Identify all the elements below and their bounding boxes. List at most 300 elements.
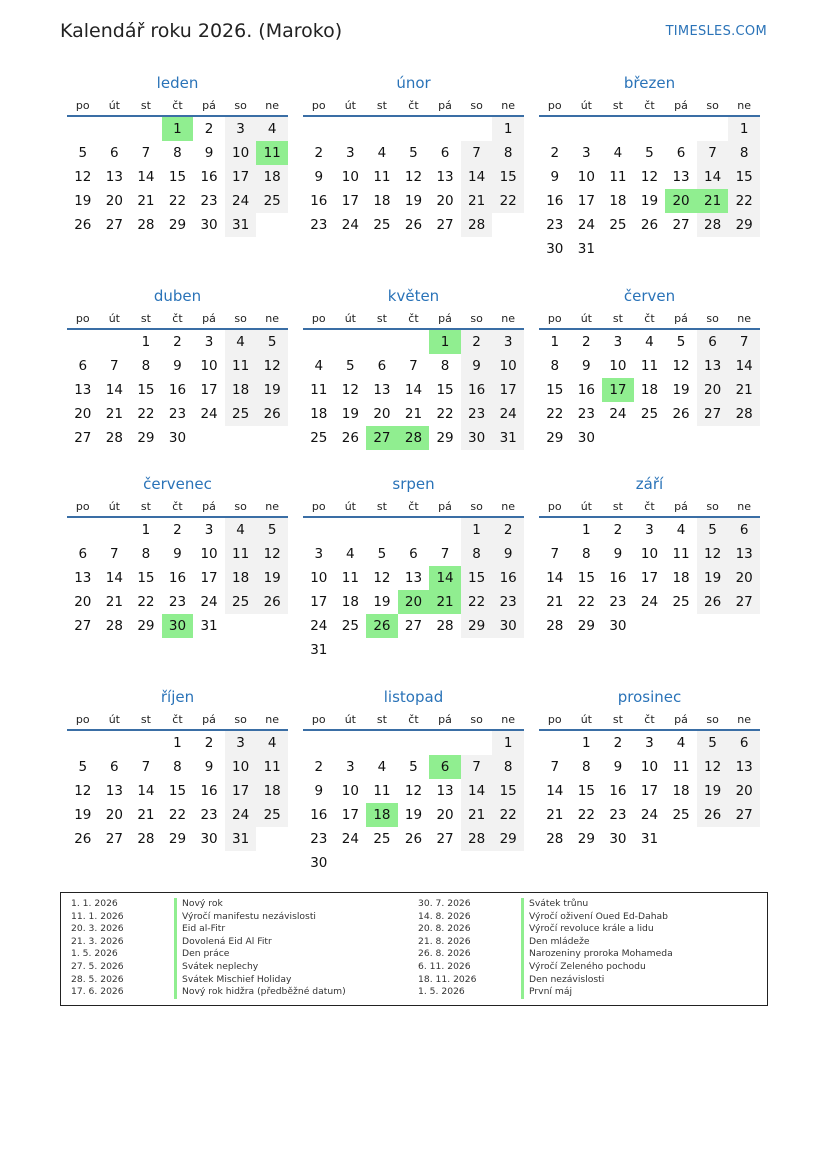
weekday-label: čt (408, 500, 419, 513)
day: 28 (105, 618, 123, 634)
day: 30 (310, 855, 328, 871)
weekday-label: st (376, 99, 387, 112)
day: 14 (105, 382, 123, 398)
weekday-label: po (311, 99, 326, 112)
weekday-label: út (344, 713, 356, 726)
weekday-label: so (234, 713, 247, 726)
weekday-label: ne (501, 713, 516, 726)
weekday-label: st (140, 99, 151, 112)
weekday-label: ne (501, 500, 516, 513)
day: 6 (110, 145, 119, 161)
weekend-day: 7 (697, 141, 729, 165)
day: 17 (577, 193, 595, 209)
day: 6 (78, 358, 88, 374)
legend-date: 14. 8. 2026 (418, 910, 471, 922)
day: 25 (672, 594, 690, 610)
day: 18 (373, 193, 391, 209)
day: 30 (609, 618, 627, 634)
empty-cell (398, 518, 430, 542)
weekend-day: 24 (225, 189, 257, 213)
empty-cell (602, 117, 634, 141)
day: 25 (672, 807, 690, 823)
weekday-label: pá (438, 99, 452, 112)
day: 23 (609, 594, 627, 610)
legend-holiday-name: Výročí Zeleného pochodu (521, 961, 646, 974)
day: 4 (613, 145, 623, 161)
legend-holiday-name: Nový rok hidžra (předběžné datum) (174, 986, 346, 999)
day: 3 (582, 145, 591, 161)
empty-cell (429, 117, 461, 141)
weekend-day: 29 (492, 827, 524, 851)
day: 10 (577, 169, 595, 185)
holiday-day: 1 (429, 330, 461, 354)
empty-cell (130, 117, 162, 141)
legend-holiday-name: Výročí revoluce krále a lidu (521, 923, 654, 936)
month-3 (539, 71, 760, 261)
empty-cell (67, 518, 99, 542)
weekday-label: st (140, 312, 151, 325)
day: 16 (200, 169, 218, 185)
day: 14 (105, 570, 123, 586)
weekday-label: ne (737, 99, 752, 112)
weekday-label: čt (644, 500, 655, 513)
day: 30 (168, 430, 187, 446)
day-grid (67, 731, 288, 851)
weekend-day: 31 (225, 827, 257, 851)
day-grid (303, 518, 524, 662)
day: 11 (373, 169, 391, 185)
weekend-day: 18 (256, 779, 288, 803)
weekend-day: 26 (697, 590, 729, 614)
day: 22 (546, 406, 564, 422)
legend-item (408, 936, 673, 949)
day: 23 (200, 807, 218, 823)
day: 29 (546, 430, 564, 446)
weekend-day: 9 (492, 542, 524, 566)
legend-date: 21. 8. 2026 (418, 935, 471, 947)
weekend-day: 3 (492, 330, 524, 354)
day: 24 (640, 594, 659, 610)
weekday-header (67, 709, 288, 731)
day: 11 (341, 570, 359, 586)
day: 23 (168, 406, 187, 422)
day: 26 (404, 217, 423, 233)
day: 3 (346, 145, 355, 161)
day: 13 (404, 570, 423, 586)
day: 28 (436, 618, 454, 634)
day: 18 (341, 594, 359, 610)
weekend-day: 13 (728, 755, 760, 779)
weekday-label: po (311, 500, 326, 513)
day: 8 (141, 358, 151, 374)
day: 17 (341, 807, 359, 823)
day: 26 (341, 430, 359, 446)
day: 28 (546, 618, 564, 634)
day: 7 (440, 546, 450, 562)
day: 4 (314, 358, 324, 374)
day: 20 (105, 193, 123, 209)
weekday-label: st (376, 713, 387, 726)
day: 2 (204, 735, 214, 751)
legend-holiday-name: Eid al-Fitr (174, 923, 225, 936)
weekday-label: st (376, 312, 387, 325)
empty-cell (634, 117, 666, 141)
legend-holiday-name: Výročí manifestu nezávislosti (174, 911, 316, 924)
weekend-day: 26 (256, 590, 288, 614)
weekend-day: 28 (461, 827, 493, 851)
month-5 (303, 284, 524, 450)
month-name: listopad (383, 688, 444, 706)
day: 10 (640, 546, 659, 562)
weekend-day: 4 (256, 117, 288, 141)
day: 23 (546, 217, 564, 233)
legend-date: 21. 3. 2026 (71, 935, 124, 947)
day: 15 (546, 382, 564, 398)
weekend-day: 17 (225, 779, 257, 803)
empty-cell (99, 518, 131, 542)
day: 21 (137, 193, 155, 209)
weekend-day: 12 (256, 542, 288, 566)
day: 23 (310, 831, 328, 847)
day: 31 (640, 831, 659, 847)
day: 6 (110, 759, 119, 775)
day: 14 (404, 382, 423, 398)
weekend-day: 4 (225, 330, 257, 354)
day: 19 (74, 193, 92, 209)
weekday-label: čt (408, 713, 419, 726)
weekend-day: 28 (697, 213, 729, 237)
legend-item (61, 974, 346, 987)
day: 6 (440, 145, 450, 161)
empty-cell (366, 330, 398, 354)
weekday-label: pá (438, 713, 452, 726)
legend-date: 27. 5. 2026 (71, 960, 124, 972)
day-grid (303, 330, 524, 450)
empty-cell (303, 731, 335, 755)
weekday-header (539, 709, 760, 731)
day: 29 (168, 831, 187, 847)
holiday-day: 6 (429, 755, 461, 779)
legend-holiday-name: První máj (521, 986, 572, 999)
day: 8 (582, 759, 591, 775)
weekday-label: so (706, 99, 719, 112)
day: 26 (404, 831, 423, 847)
weekend-day: 25 (225, 590, 257, 614)
weekend-day: 5 (256, 330, 288, 354)
holiday-day: 21 (429, 590, 461, 614)
holiday-day: 17 (602, 378, 634, 402)
weekend-day: 26 (256, 402, 288, 426)
day: 19 (672, 382, 690, 398)
day: 3 (645, 735, 654, 751)
day: 15 (168, 169, 187, 185)
weekday-label: pá (674, 312, 688, 325)
day: 13 (74, 570, 92, 586)
legend-item (61, 961, 346, 974)
day: 22 (137, 406, 155, 422)
day: 27 (436, 831, 454, 847)
month-8 (303, 472, 524, 662)
day: 15 (577, 570, 595, 586)
day: 24 (577, 217, 595, 233)
weekday-label: čt (172, 312, 183, 325)
weekend-day: 25 (256, 189, 288, 213)
weekend-day: 6 (728, 518, 760, 542)
weekend-day: 25 (225, 402, 257, 426)
legend-holiday-name: Nový rok (174, 898, 223, 911)
day: 4 (346, 546, 355, 562)
weekend-day: 3 (225, 117, 257, 141)
day: 18 (672, 570, 690, 586)
day: 13 (105, 169, 123, 185)
day: 2 (550, 145, 560, 161)
day: 8 (582, 546, 591, 562)
day: 15 (168, 783, 187, 799)
weekday-label: so (234, 312, 247, 325)
weekend-day: 12 (256, 354, 288, 378)
empty-cell (67, 731, 99, 755)
weekend-day: 1 (728, 117, 760, 141)
day: 30 (546, 241, 564, 257)
weekend-day: 30 (461, 426, 493, 450)
day: 27 (436, 217, 454, 233)
day-grid (539, 518, 760, 638)
month-9 (539, 472, 760, 638)
weekend-day: 20 (728, 566, 760, 590)
weekend-day: 20 (697, 378, 729, 402)
day: 29 (137, 430, 155, 446)
day: 31 (310, 642, 328, 658)
weekend-day: 18 (225, 566, 257, 590)
day-grid (67, 518, 288, 638)
empty-cell (303, 117, 335, 141)
weekend-day: 31 (225, 213, 257, 237)
weekend-day: 22 (461, 590, 493, 614)
weekday-label: po (75, 713, 90, 726)
day: 7 (141, 145, 151, 161)
day: 18 (640, 382, 659, 398)
day: 12 (640, 169, 659, 185)
weekday-header (67, 308, 288, 330)
day: 15 (436, 382, 454, 398)
day: 16 (609, 783, 627, 799)
weekday-label: so (706, 312, 719, 325)
weekend-day: 19 (697, 566, 729, 590)
legend-item (408, 986, 673, 999)
day: 4 (645, 334, 654, 350)
empty-cell (335, 731, 367, 755)
weekend-day: 27 (728, 590, 760, 614)
day: 2 (613, 522, 623, 538)
weekend-day: 23 (461, 402, 493, 426)
weekday-label: so (234, 500, 247, 513)
day: 12 (74, 783, 92, 799)
weekend-day: 13 (728, 542, 760, 566)
day: 2 (582, 334, 591, 350)
empty-cell (429, 731, 461, 755)
day: 12 (373, 570, 391, 586)
day: 1 (550, 334, 560, 350)
day: 5 (346, 358, 355, 374)
day: 28 (105, 430, 123, 446)
legend-holiday-name: Den práce (174, 948, 229, 961)
day: 3 (613, 334, 623, 350)
day: 20 (436, 807, 454, 823)
empty-cell (366, 117, 398, 141)
empty-cell (697, 117, 729, 141)
weekday-label: pá (202, 99, 216, 112)
weekday-label: so (470, 713, 483, 726)
day: 25 (373, 217, 391, 233)
month-name: červenec (143, 475, 212, 493)
weekend-day: 21 (461, 189, 493, 213)
empty-cell (429, 518, 461, 542)
day: 11 (672, 546, 690, 562)
legend-holiday-name: Svátek Mischief Holiday (174, 974, 291, 987)
day: 12 (341, 382, 359, 398)
weekday-label: pá (438, 500, 452, 513)
day: 13 (373, 382, 391, 398)
holiday-day: 30 (162, 614, 194, 638)
weekend-day: 8 (492, 141, 524, 165)
weekend-day: 27 (728, 803, 760, 827)
day: 29 (436, 430, 454, 446)
month-name: září (635, 475, 664, 493)
legend-date: 26. 8. 2026 (418, 948, 471, 960)
weekday-label: pá (202, 500, 216, 513)
day: 30 (609, 831, 627, 847)
legend-date: 11. 1. 2026 (71, 910, 124, 922)
day: 22 (577, 594, 595, 610)
day: 2 (173, 522, 182, 538)
weekend-day: 7 (461, 755, 493, 779)
weekend-day: 9 (461, 354, 493, 378)
holiday-day: 21 (697, 189, 729, 213)
day: 14 (137, 783, 155, 799)
weekend-day: 7 (728, 330, 760, 354)
day: 1 (582, 735, 591, 751)
day: 12 (74, 169, 92, 185)
day: 19 (341, 406, 359, 422)
weekday-label: čt (644, 312, 655, 325)
day: 9 (173, 546, 182, 562)
day: 9 (550, 169, 560, 185)
empty-cell (539, 518, 571, 542)
month-10 (67, 685, 288, 851)
day: 15 (137, 570, 155, 586)
holiday-day: 11 (256, 141, 288, 165)
day: 8 (173, 759, 182, 775)
day: 28 (546, 831, 564, 847)
weekend-day: 22 (492, 189, 524, 213)
day: 9 (314, 783, 324, 799)
day-grid (539, 117, 760, 261)
weekday-label: st (140, 500, 151, 513)
weekend-day: 4 (256, 731, 288, 755)
weekend-day: 24 (492, 402, 524, 426)
day: 20 (74, 594, 92, 610)
day: 14 (137, 169, 155, 185)
day: 13 (672, 169, 690, 185)
empty-cell (665, 117, 697, 141)
legend-column-right (408, 898, 673, 999)
weekday-label: ne (737, 713, 752, 726)
day: 22 (436, 406, 454, 422)
holiday-day: 14 (429, 566, 461, 590)
day: 16 (310, 193, 328, 209)
day: 9 (613, 759, 623, 775)
day: 23 (609, 807, 627, 823)
day: 15 (137, 382, 155, 398)
weekend-day: 1 (492, 731, 524, 755)
day: 17 (341, 193, 359, 209)
day: 2 (314, 145, 324, 161)
weekday-label: pá (202, 713, 216, 726)
day: 16 (546, 193, 564, 209)
weekend-day: 29 (728, 213, 760, 237)
day: 26 (74, 217, 92, 233)
day: 10 (310, 570, 328, 586)
weekend-day: 14 (461, 779, 493, 803)
weekday-header (303, 496, 524, 518)
weekend-day: 22 (728, 189, 760, 213)
day: 9 (204, 759, 214, 775)
day: 10 (341, 169, 359, 185)
weekday-label: po (311, 312, 326, 325)
weekday-header (539, 308, 760, 330)
weekday-label: st (612, 99, 623, 112)
weekend-day: 26 (697, 803, 729, 827)
day: 25 (341, 618, 359, 634)
empty-cell (99, 117, 131, 141)
day: 24 (341, 217, 359, 233)
day-grid (303, 731, 524, 875)
day: 10 (640, 759, 659, 775)
empty-cell (539, 731, 571, 755)
day: 8 (550, 358, 560, 374)
weekday-label: ne (501, 99, 516, 112)
weekday-label: ne (737, 312, 752, 325)
day: 4 (377, 759, 387, 775)
day: 11 (310, 382, 328, 398)
legend-item (61, 911, 346, 924)
weekday-label: po (75, 99, 90, 112)
weekend-day: 6 (697, 330, 729, 354)
empty-cell (303, 330, 335, 354)
weekday-label: st (376, 500, 387, 513)
brand-link[interactable]: TIMESLES.COM (665, 24, 767, 39)
weekend-day: 18 (256, 165, 288, 189)
empty-cell (461, 117, 493, 141)
empty-cell (398, 117, 430, 141)
legend-column-left (61, 898, 346, 999)
weekend-day: 15 (492, 779, 524, 803)
weekend-day: 4 (225, 518, 257, 542)
weekday-label: čt (408, 99, 419, 112)
weekday-header (303, 308, 524, 330)
weekday-label: pá (674, 99, 688, 112)
weekend-day: 17 (492, 378, 524, 402)
legend-holiday-name: Narozeniny proroka Mohameda (521, 948, 673, 961)
day: 7 (110, 358, 119, 374)
empty-cell (67, 330, 99, 354)
day: 5 (78, 759, 88, 775)
day: 31 (200, 618, 218, 634)
month-name: březen (623, 74, 676, 92)
day: 1 (582, 522, 591, 538)
day: 9 (173, 358, 182, 374)
weekend-day: 14 (461, 165, 493, 189)
